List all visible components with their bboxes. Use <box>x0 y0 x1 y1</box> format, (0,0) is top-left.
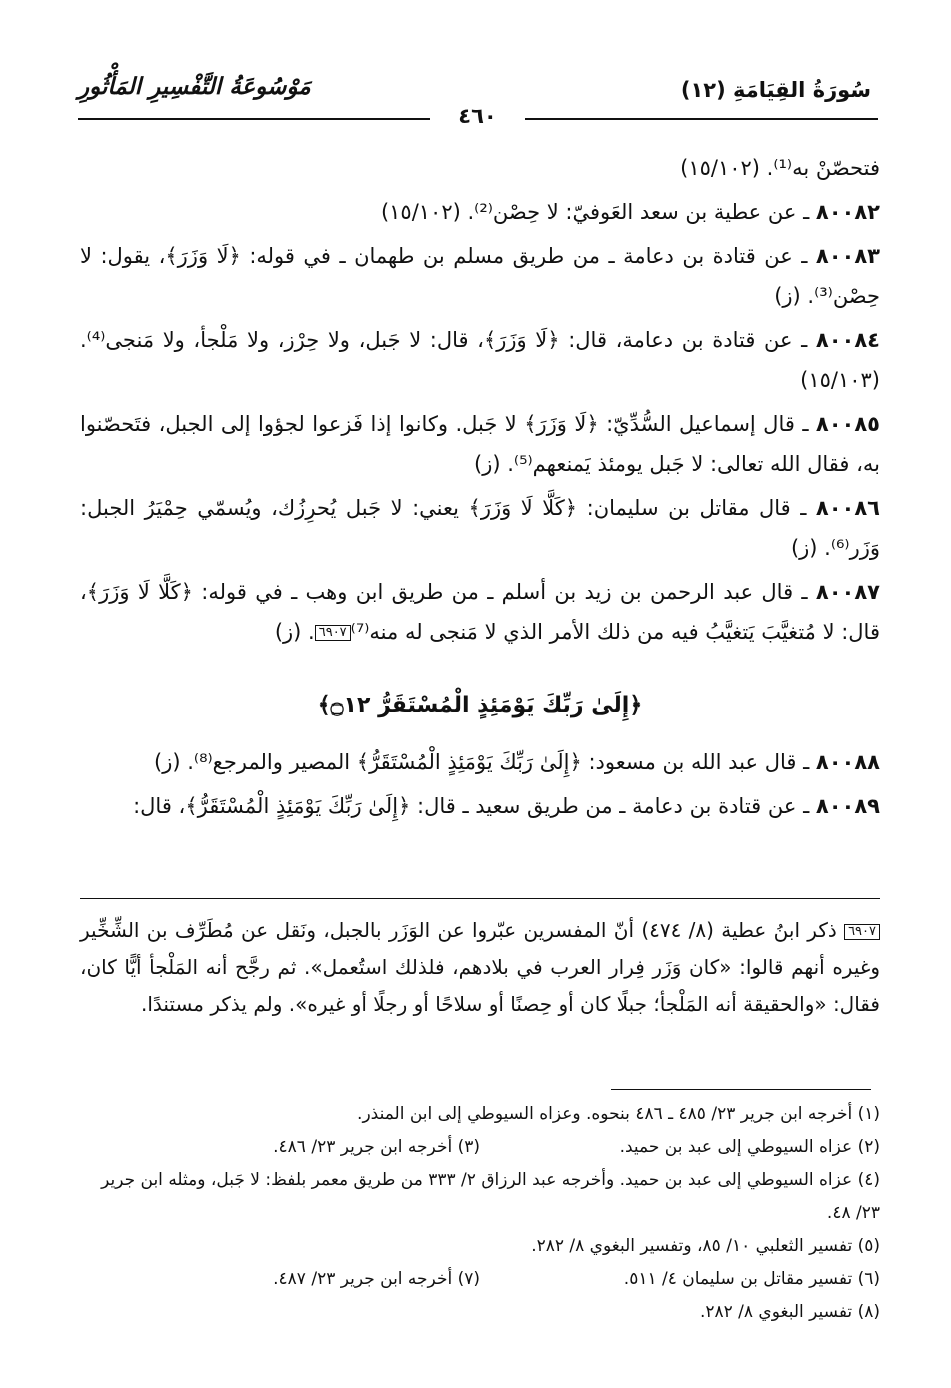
footnote-row-6-7 <box>80 1263 880 1296</box>
footnote-separator <box>611 1089 871 1090</box>
narration-number: ٨٠٠٨٥ <box>815 412 880 436</box>
main-text <box>80 148 880 830</box>
narration-text: ـ عن قتادة بن دعامة، قال: ﴿لَا وَزَرَ﴾، قال: لا جَبل، ولا حِرْز، ولا مَلْجأ، ولا مَنجى⁽⁴⁾. (١٥/١٠٣) <box>80 328 880 392</box>
surah-title: سُورَةُ القِيَامَةِ (١٢) <box>680 78 871 102</box>
narration-80088 <box>80 742 880 782</box>
narration-tail: . (ز) <box>274 620 315 644</box>
commentary-text: ذكر ابنُ عطية (٨/ ٤٧٤) أنّ المفسرين عبّروا عن الوَزَر بالجبل، ونَقل عن مُطَرِّف بن الشِّخِّير وغيره أنهم قالوا: «كان وَزَر فِرار العرب في بلادهم، فلذلك استُعمل». ثم رجَّح أنه المَلْجأ أيًّا كان، فقال: «والحقيقة أنه المَلْجأ؛ جبلًا كان أو حِصنًا أو سلاحًا أو رجلًا أو غيره». ولم يذكر مستندًا. <box>80 918 880 1016</box>
page-number: ٤٦٠ <box>430 104 525 132</box>
commentary-note <box>80 912 880 1023</box>
footnote-8: (٨) تفسير البغوي ٨/ ٢٨٢. <box>699 1302 880 1322</box>
footnote-3: (٣) أخرجه ابن جرير ٢٣/ ٤٨٦. <box>273 1137 480 1157</box>
narration-text: ـ قال عبد الله بن مسعود: ﴿إِلَىٰ رَبِّكَ يَوْمَئِذٍ الْمُسْتَقَرُّ﴾ المصير والمرجع⁽⁸⁾. (ز) <box>154 750 816 774</box>
narration-80083 <box>80 236 880 316</box>
footnote-2: (٢) عزاه السيوطي إلى عبد بن حميد. <box>619 1137 880 1157</box>
narration-80082 <box>80 192 880 232</box>
note-separator <box>80 898 880 899</box>
narration-text: ـ عن قتادة بن دعامة ـ من طريق سعيد ـ قال: ﴿إِلَىٰ رَبِّكَ يَوْمَئِذٍ الْمُسْتَقَرُّ﴾، قال: <box>133 794 816 818</box>
narration-number: ٨٠٠٨٣ <box>815 244 880 268</box>
narration-number: ٨٠٠٨٧ <box>815 580 880 604</box>
narration-text: ـ قال إسماعيل السُّدِّيّ: ﴿لَا وَزَرَ﴾ لا جَبل. وكانوا إذا فَزعوا لجؤوا إلى الجبل، فتَحصّنوا به، فقال الله تعالى: لا جَبل يومئذ يَمنعهم⁽⁵⁾. (ز) <box>80 412 880 476</box>
verse-heading: ﴿إِلَىٰ رَبِّكَ يَوْمَئِذٍ الْمُسْتَقَرُّ ۝١٢﴾ <box>317 693 643 718</box>
footnote-7: (٧) أخرجه ابن جرير ٢٣/ ٤٨٧. <box>273 1269 480 1289</box>
footnote-row-2-3 <box>80 1131 880 1164</box>
narration-number: ٨٠٠٨٨ <box>815 750 880 774</box>
narration-number: ٨٠٠٨٦ <box>815 496 880 520</box>
footnotes <box>80 1098 880 1329</box>
narration-text: ـ عن قتادة بن دعامة ـ من طريق مسلم بن طهمان ـ في قوله: ﴿لَا وَزَرَ﴾، يقول: لا حِصْن⁽³⁾. (ز) <box>80 244 880 308</box>
footnote-4: (٤) عزاه السيوطي إلى عبد بن حميد. وأخرجه عبد الرزاق ٢/ ٣٣٣ من طريق معمر بلفظ: لا جَبل، ومثله ابن جرير ٢٣/ ٤٨. <box>101 1170 880 1223</box>
narration-number: ٨٠٠٨٩ <box>815 794 880 818</box>
narration-80089 <box>80 786 880 826</box>
footnote-6: (٦) تفسير مقاتل بن سليمان ٤/ ٥١١. <box>623 1269 880 1289</box>
cross-reference-box[interactable]: ٦٩٠٧ <box>315 625 351 641</box>
narration-80084 <box>80 320 880 400</box>
narration-text: ـ عن عطية بن سعد العَوفيّ: لا حِصْن⁽²⁾. (١٥/١٠٢) <box>380 200 816 224</box>
footnote-1: (١) أخرجه ابن جرير ٢٣/ ٤٨٥ ـ ٤٨٦ بنحوه. وعزاه السيوطي إلى ابن المنذر. <box>357 1104 880 1124</box>
narration-80085 <box>80 404 880 484</box>
narration-number: ٨٠٠٨٤ <box>815 328 880 352</box>
footnote-5: (٥) تفسير الثعلبي ١٠/ ٨٥، وتفسير البغوي ٨/ ٢٨٢. <box>531 1236 880 1256</box>
note-reference-box: ٦٩٠٧ <box>844 924 880 940</box>
narration-text: ـ قال مقاتل بن سليمان: ﴿كَلَّا لَا وَزَرَ﴾ يعني: لا جَبل يُحرِزُك، ويُسمّي حِمْيَرُ الجبل: وَزَر⁽⁶⁾. (ز) <box>80 496 880 560</box>
narration-number: ٨٠٠٨٢ <box>815 200 880 224</box>
commentary-paragraph <box>80 912 880 1023</box>
paragraph-continuation: فتحصّنْ به⁽¹⁾. (١٥/١٠٢) <box>680 156 880 180</box>
narration-80086 <box>80 488 880 568</box>
narration-text: ـ قال عبد الرحمن بن زيد بن أسلم ـ من طريق ابن وهب ـ في قوله: ﴿كَلَّا لَا وَزَرَ﴾، قال: لا مُتغيَّبَ يَتغيَّبُ فيه من ذلك الأمر الذي لا مَنجى له منه⁽⁷⁾ <box>80 580 880 644</box>
book-title: مَوْسُوعَةُ التَّفْسِيرِ المَأْثُورِ <box>78 74 311 100</box>
narration-80087 <box>80 572 880 652</box>
